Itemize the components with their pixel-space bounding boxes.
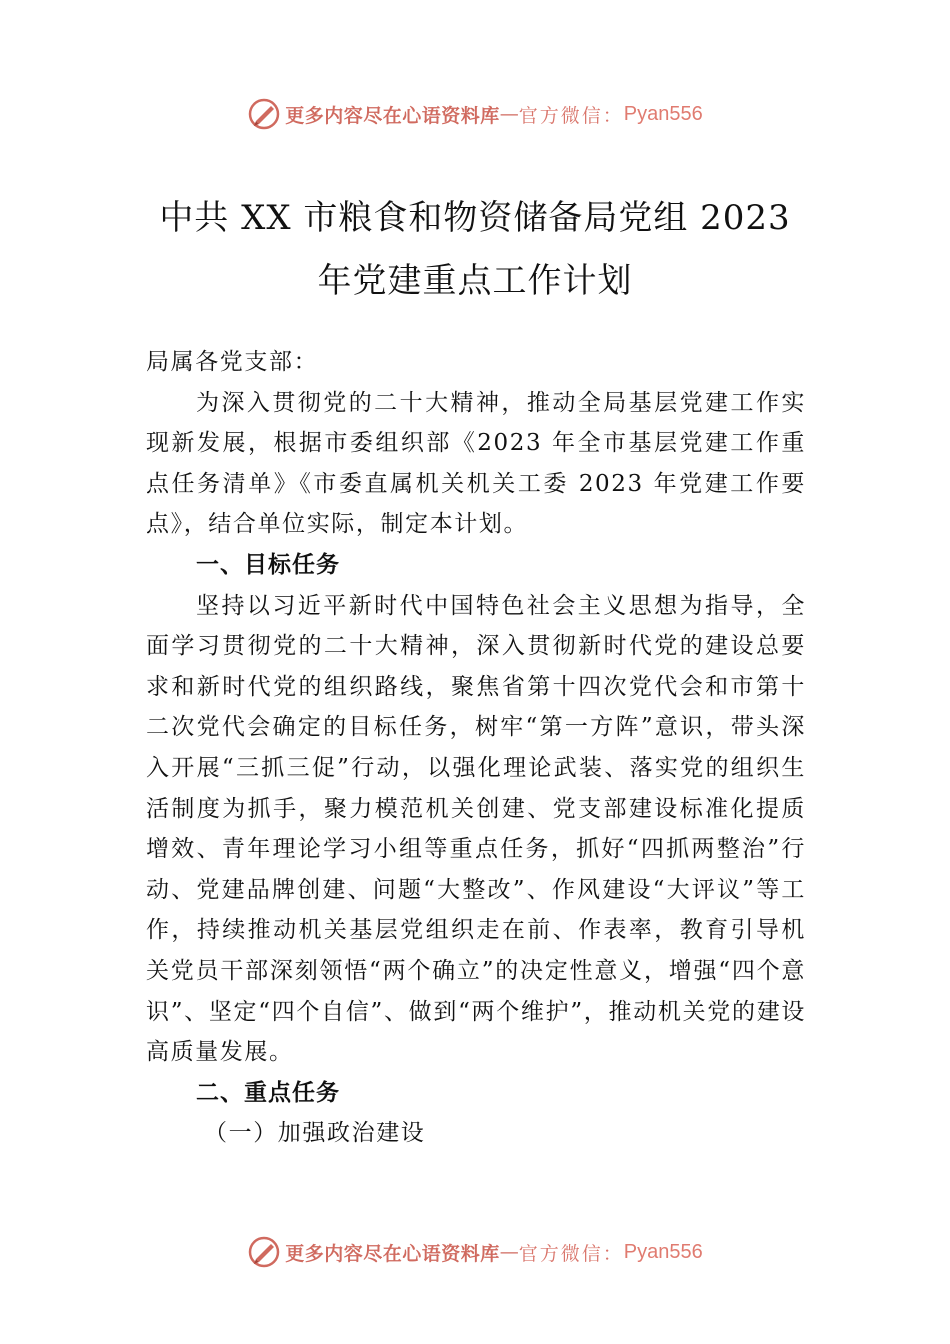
document-title-line-1: 中共 XX 市粮食和物资储备局党组 2023 xyxy=(159,198,791,238)
document-body xyxy=(146,342,806,1154)
section-heading-goals: 一、目标任务 xyxy=(196,551,340,578)
section-heading-key-tasks: 二、重点任务 xyxy=(196,1079,340,1106)
salutation: 局属各党支部： xyxy=(146,349,319,375)
watermark-footer xyxy=(0,1232,950,1272)
document-title-line-2: 年党建重点工作计划 xyxy=(317,261,633,301)
watermark-dash: — xyxy=(499,103,519,125)
pen-circle-icon xyxy=(247,97,281,131)
intro-paragraph: 为深入贯彻党的二十大精神，推动全局基层党建工作实现新发展，根据市委组织部《2023 年全市基层党建工作重点任务清单》《市委直属机关机关工委 2023 年党建工作要点》，结合单位实际，制定本计划。 xyxy=(146,389,806,538)
watermark-dash: — xyxy=(499,1241,519,1263)
subsection-heading-political: （一）加强政治建设 xyxy=(204,1120,426,1147)
watermark-wechat-id: Pyan556 xyxy=(623,102,703,125)
watermark-sub-text: 官方微信： xyxy=(518,104,624,127)
goals-paragraph: 坚持以习近平新时代中国特色社会主义思想为指导，全面学习贯彻党的二十大精神，深入贯彻新时代党的建设总要求和新时代党的组织路线，聚焦省第十四次党代会和市第十二次党代会确定的目标任务，树牢“第一方阵”意识，带头深入开展“三抓三促”行动，以强化理论武装、落实党的组织生活制度为抓手，聚力模范机关创建、党支部建设标准化提质增效、青年理论学习小组等重点任务，抓好“四抓两整治”行动、党建品牌创建、问题“大整改”、作风建设“大评议”等工作，持续推动机关基层党组织走在前、作表率，教育引导机关党员干部深刻领悟“两个确立”的决定性意义，增强“四个意识”、坚定“四个自信”、做到“两个维护”，推动机关党的建设高质量发展。 xyxy=(146,592,806,1066)
pen-circle-icon xyxy=(247,1235,281,1269)
watermark-wechat-id: Pyan556 xyxy=(623,1240,703,1263)
watermark-header xyxy=(0,94,950,134)
watermark-sub-text: 官方微信： xyxy=(518,1242,624,1265)
watermark-main-text: 更多内容尽在心语资料库 xyxy=(285,1242,500,1265)
watermark-main-text: 更多内容尽在心语资料库 xyxy=(285,104,500,127)
